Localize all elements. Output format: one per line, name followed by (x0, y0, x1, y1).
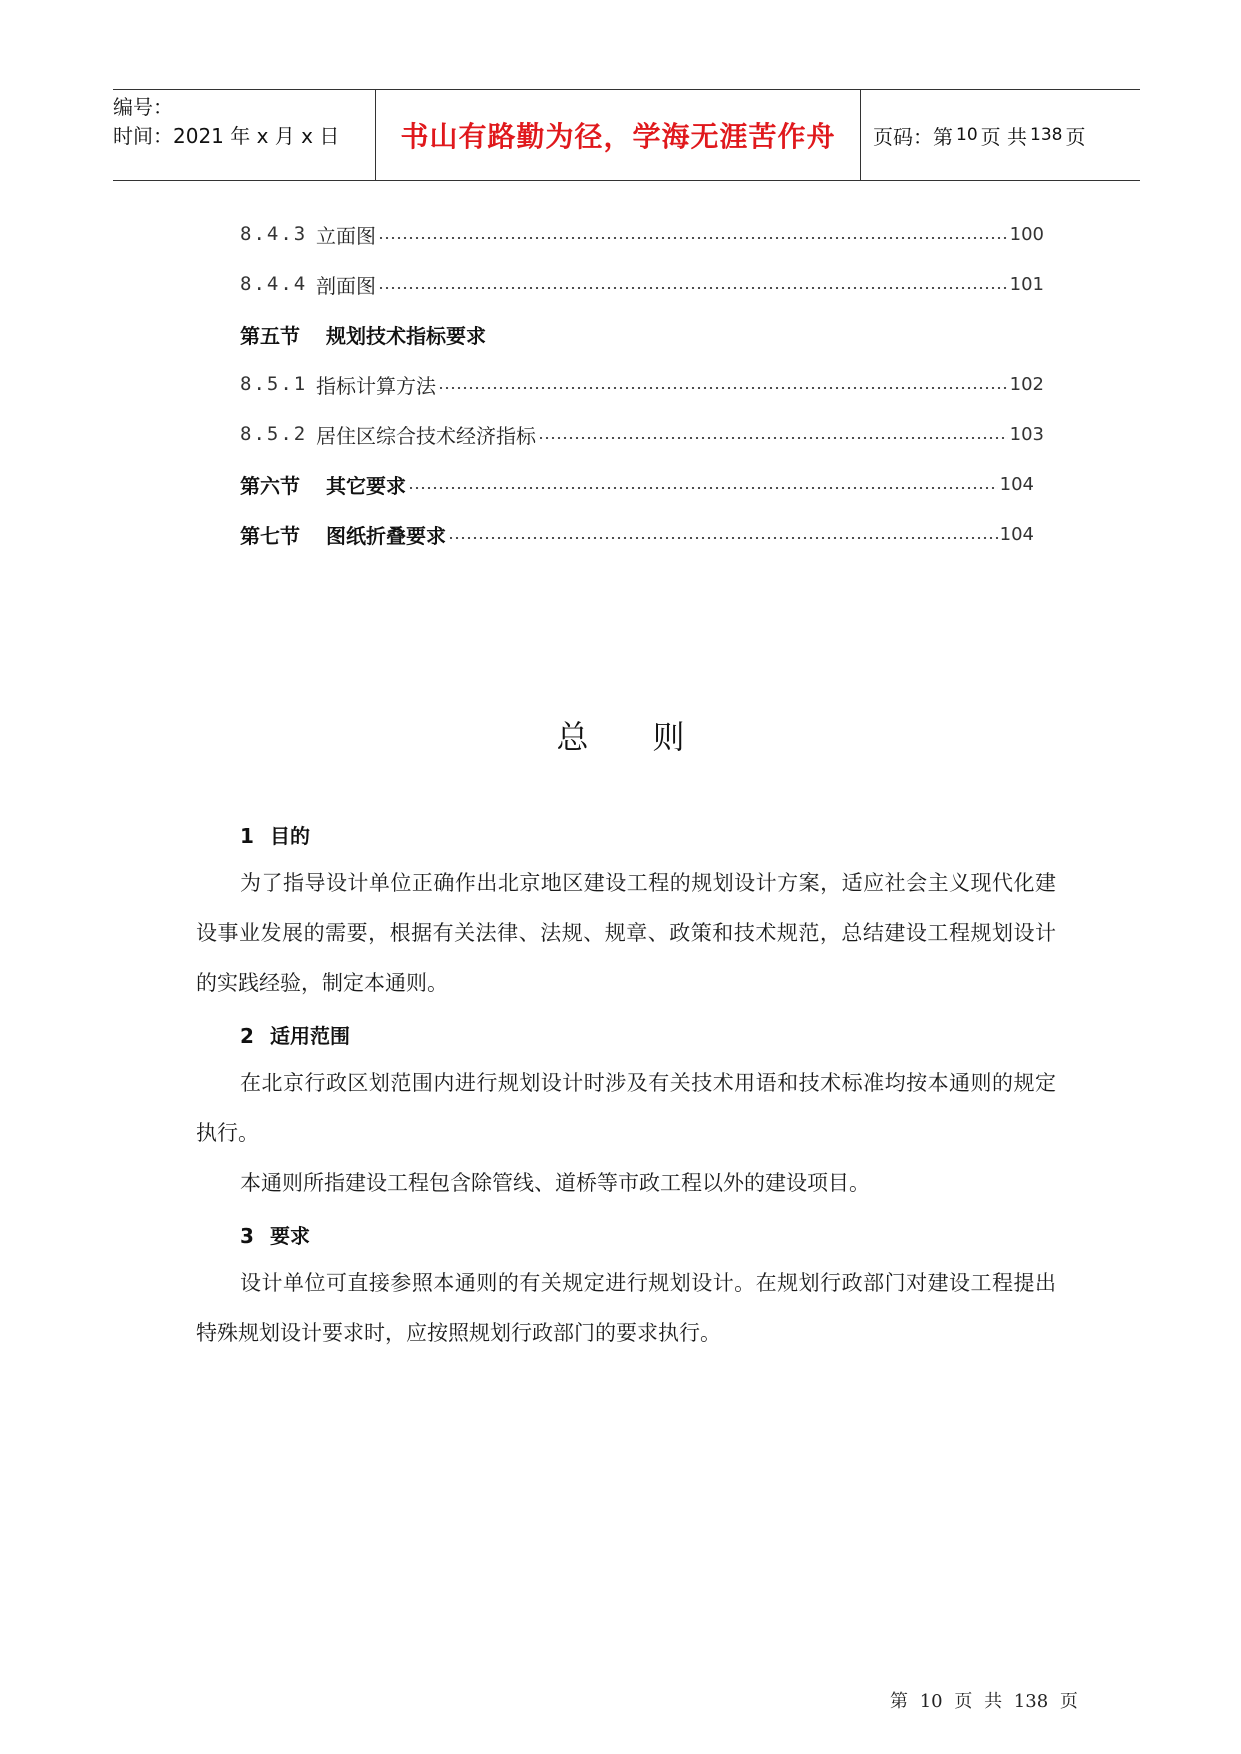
section-number: 3 (240, 1224, 254, 1248)
page-header (113, 89, 1140, 181)
toc-entry-page: 102 (1009, 373, 1044, 395)
body-paragraph: 本通则所指建设工程包含除管线、道桥等市政工程以外的建设项目。 (240, 1171, 870, 1195)
toc-entry[interactable] (240, 219, 1044, 249)
toc-entry-number: 8.5.2 (240, 423, 308, 445)
document-number-label: 编号： (113, 95, 173, 119)
page-footer: 第 10 页 共 138 页 (890, 1691, 1078, 1712)
toc-entry-number: 8.4.3 (240, 223, 308, 245)
toc-leader-dots (378, 287, 1008, 289)
header-meta (113, 90, 375, 180)
section-heading-text: 目的 (270, 824, 310, 848)
page-total: 138 (1030, 125, 1063, 145)
toc-entry[interactable] (240, 269, 1044, 299)
toc-entry-title: 立面图 (316, 223, 376, 248)
toc-section-label: 第五节 (240, 323, 300, 348)
page-prefix: 页码：第 (873, 124, 953, 149)
toc-entry[interactable] (240, 419, 1044, 449)
toc-section-page: 104 (999, 523, 1034, 545)
toc-leader-dots (438, 387, 1008, 389)
section-heading-text: 适用范围 (270, 1024, 350, 1048)
toc-entry-title: 指标计算方法 (316, 373, 436, 398)
toc-entry[interactable] (240, 369, 1044, 399)
page-suffix: 页 (1065, 124, 1086, 149)
toc-section[interactable] (240, 519, 1034, 549)
header-page-indicator (861, 90, 1140, 180)
toc-entry-page: 103 (1009, 423, 1044, 445)
toc-entry-page: 100 (1009, 223, 1044, 245)
toc-section-label: 第七节 (240, 523, 300, 548)
chapter-title: 总则 (556, 718, 749, 756)
body-paragraph: 设计单位可直接参照本通则的有关规定进行规划设计。在规划行政部门对建设工程提出特殊规划设计要求时，应按照规划行政部门的要求执行。 (196, 1271, 1056, 1345)
document-date: 时间：2021 年 x 月 x 日 (113, 124, 340, 148)
toc-section-page: 104 (999, 473, 1034, 495)
section-heading (240, 1220, 310, 1249)
toc-entry-title: 剖面图 (316, 273, 376, 298)
toc-section[interactable] (240, 469, 1034, 499)
toc-leader-dots (538, 437, 1008, 439)
body-paragraph: 为了指导设计单位正确作出北京地区建设工程的规划设计方案，适应社会主义现代化建设事业发展的需要，根据有关法律、法规、规章、政策和技术规范，总结建设工程规划设计的实践经验，制定本通则。 (196, 871, 1056, 995)
toc-leader-dots (408, 487, 998, 489)
body-paragraph: 在北京行政区划范围内进行规划设计时涉及有关技术用语和技术标准均按本通则的规定执行。 (196, 1071, 1056, 1145)
section-heading-text: 要求 (270, 1224, 310, 1248)
toc-entry-title: 居住区综合技术经济指标 (316, 423, 536, 448)
section-number: 2 (240, 1024, 254, 1048)
toc-leader-dots (378, 237, 1008, 239)
toc-entry-number: 8.5.1 (240, 373, 308, 395)
section-heading (240, 1020, 350, 1049)
toc-entry-page: 101 (1009, 273, 1044, 295)
section-heading (240, 820, 310, 849)
toc-entry-number: 8.4.4 (240, 273, 308, 295)
toc-section-title: 其它要求 (326, 473, 406, 498)
toc-section-title: 规划技术指标要求 (326, 323, 486, 348)
page-number: 10 (956, 125, 978, 145)
page-mid: 页 共 (980, 124, 1027, 149)
header-motto: 书山有路勤为径，学海无涯苦作舟 (375, 90, 861, 180)
toc-section-title: 图纸折叠要求 (326, 523, 446, 548)
section-number: 1 (240, 824, 254, 848)
toc-section[interactable] (240, 319, 486, 349)
toc-section-label: 第六节 (240, 473, 300, 498)
toc-leader-dots (448, 537, 998, 539)
